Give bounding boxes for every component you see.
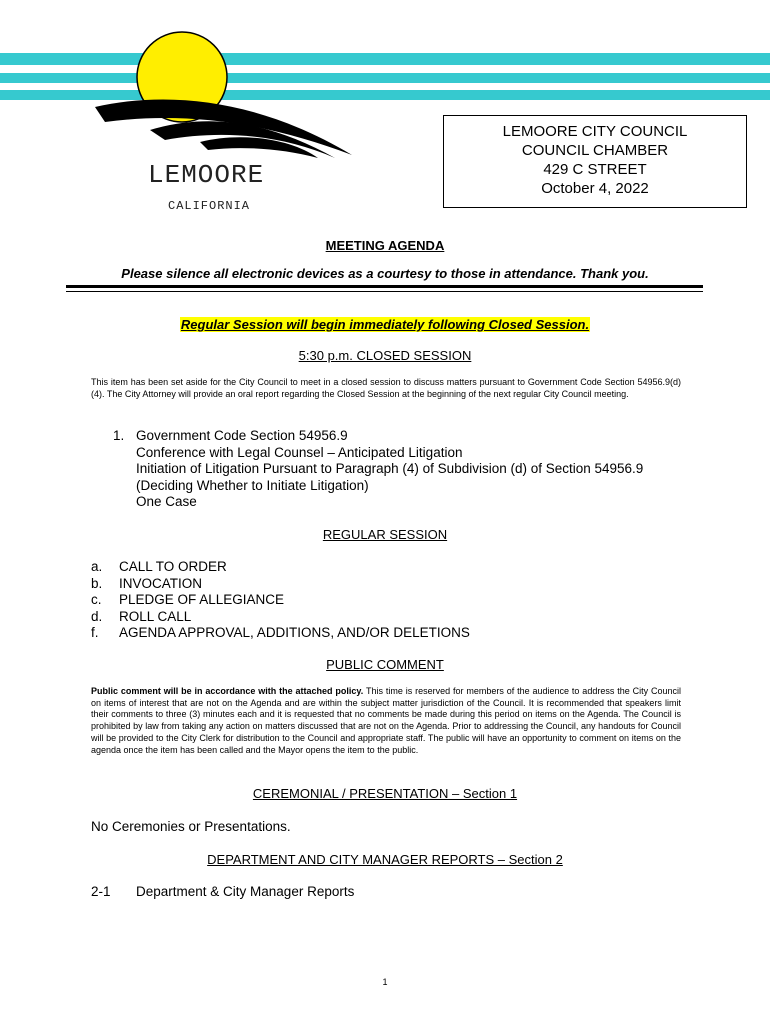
regular-session-notice: Regular Session will begin immediately following Closed Session.: [180, 317, 590, 332]
public-comment-heading: PUBLIC COMMENT: [326, 657, 444, 672]
list-item: [91, 625, 470, 642]
council-name: LEMOORE CITY COUNCIL: [502, 123, 688, 140]
list-item-label: PLEDGE OF ALLEGIANCE: [119, 592, 285, 607]
regular-session-heading: REGULAR SESSION: [322, 527, 448, 542]
closed-item-line: Initiation of Litigation Pursuant to Paragraph (4) of Subdivision (d) of Section 54956.9: [136, 461, 644, 476]
closed-item-line: One Case: [136, 494, 197, 509]
department-item-label: Department & City Manager Reports: [136, 884, 355, 899]
regular-notice-row: [0, 316, 770, 334]
list-item-letter: b.: [91, 575, 103, 591]
silence-notice: Please silence all electronic devices as a courtesy to those in attendance. Thank you.: [121, 266, 649, 281]
list-item-label: ROLL CALL: [119, 608, 192, 624]
closed-item-number: 1.: [113, 428, 125, 443]
closed-item-line: Government Code Section 54956.9: [136, 428, 348, 443]
list-item-label: AGENDA APPROVAL, ADDITIONS, AND/OR DELETIONS: [119, 625, 470, 640]
sun-fields-icon: [90, 30, 360, 170]
ceremonial-text: No Ceremonies or Presentations.: [91, 819, 291, 834]
ceremonial-heading: CEREMONIAL / PRESENTATION – Section 1: [252, 786, 518, 801]
closed-item-body: [136, 428, 643, 511]
list-item-letter: d.: [91, 608, 103, 624]
logo-state-name: CALIFORNIA: [168, 199, 251, 213]
list-item-label: INVOCATION: [119, 575, 203, 591]
department-item-number: 2-1: [91, 884, 111, 899]
department-heading: DEPARTMENT AND CITY MANAGER REPORTS – Section 2: [207, 852, 563, 867]
chamber-name: COUNCIL CHAMBER: [521, 142, 669, 159]
street-address: 429 C STREET: [543, 161, 647, 178]
meeting-date: October 4, 2022: [541, 180, 649, 197]
public-comment-body: This time is reserved for members of the audience to address the City Council on items of interest that are not on the Agenda and are within the subject matter jurisdiction of the Council. It is recommended that speakers limit their comments to three (3) minutes each and it is requested that no comments be made during this period on items on the Agenda. The Council is prohibited by law from taking any action on matters discussed that are not on the Agenda. Prior to addressing the Council, any handouts for Council will be provided to the City Clerk for distribution to the Council and appropriate staff. The public will have an opportunity to comment on items on the agenda once the item has been called and the Mayor opens the item to the public.: [91, 686, 681, 755]
list-item-label: CALL TO ORDER: [119, 559, 227, 574]
closed-session-description: This item has been set aside for the City Council to meet in a closed session to discuss matters pursuant to Government Code Section 54956.9(d)(4). The City Attorney will provide an oral report regarding the Closed Session at the beginning of the next regular City Council meeting.: [91, 377, 681, 399]
regular-session-list: [91, 559, 470, 642]
list-item: [91, 592, 470, 609]
public-comment-text: [91, 686, 681, 756]
list-item: [91, 576, 470, 593]
logo-city-name: LEMOORE: [148, 160, 265, 190]
list-item-letter: f.: [91, 625, 99, 640]
page-number: 1: [382, 977, 388, 987]
list-item: [91, 609, 470, 626]
divider-thin: [66, 291, 703, 292]
meeting-info-box: [443, 115, 747, 208]
list-item: [91, 559, 470, 576]
closed-session-heading: 5:30 p.m. CLOSED SESSION: [298, 348, 472, 363]
list-item-letter: c.: [91, 592, 102, 607]
closed-item-line: (Deciding Whether to Initiate Litigation): [136, 477, 369, 493]
divider-thick: [66, 285, 703, 288]
list-item-letter: a.: [91, 559, 103, 574]
page-title: MEETING AGENDA: [325, 238, 445, 253]
public-comment-lead: Public comment will be in accordance with the attached policy.: [91, 686, 364, 696]
closed-item-line: Conference with Legal Counsel – Anticipated Litigation: [136, 444, 463, 460]
